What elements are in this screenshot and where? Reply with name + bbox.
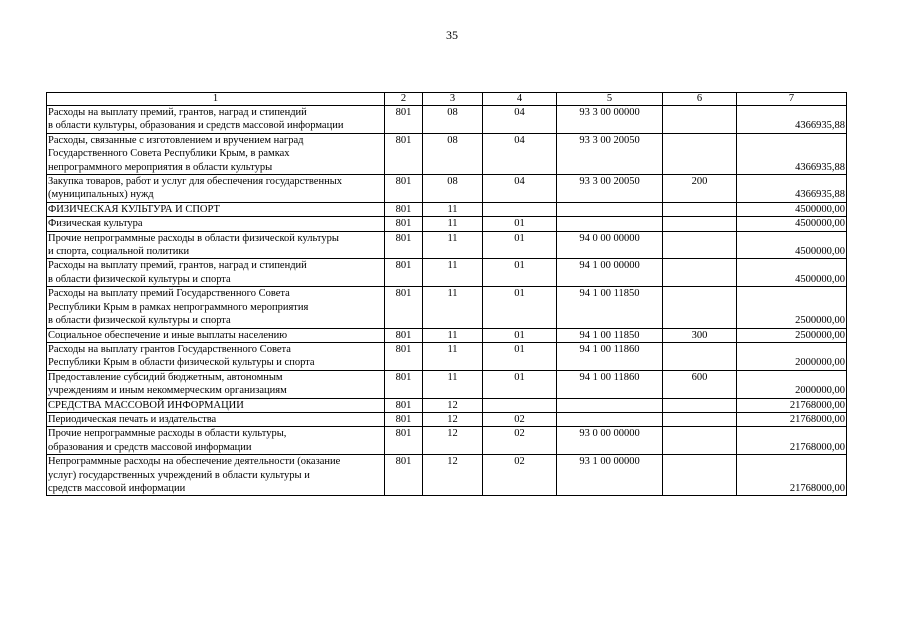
cell-name: Периодическая печать и издательства: [47, 412, 385, 426]
cell-name: Расходы на выплату премий, грантов, наград и стипендий в области культуры, образования и средств массовой информации: [47, 106, 385, 134]
table-row: [47, 342, 847, 370]
cell-subsection: 01: [483, 231, 557, 259]
cell-expense-type: 200: [663, 175, 737, 203]
table-row: [47, 231, 847, 259]
cell-amount: 4366935,88: [737, 133, 847, 174]
table-row: [47, 217, 847, 231]
cell-expense-type: [663, 412, 737, 426]
table-row: [47, 202, 847, 216]
cell-expense-type: [663, 287, 737, 328]
cell-admin-code: 801: [385, 175, 423, 203]
table-row: [47, 412, 847, 426]
cell-section: 08: [423, 133, 483, 174]
header-cell-amount: 7: [737, 93, 847, 106]
cell-section: 12: [423, 412, 483, 426]
cell-amount: 4366935,88: [737, 175, 847, 203]
cell-section: 11: [423, 217, 483, 231]
cell-amount: 4500000,00: [737, 231, 847, 259]
cell-target-article: 93 3 00 20050: [557, 175, 663, 203]
cell-admin-code: 801: [385, 328, 423, 342]
cell-amount: 21768000,00: [737, 398, 847, 412]
cell-target-article: [557, 217, 663, 231]
cell-name: Расходы на выплату грантов Государственного Совета Республики Крым в области физической культуры и спорта: [47, 342, 385, 370]
header-row: [47, 93, 847, 106]
cell-target-article: 93 1 00 00000: [557, 455, 663, 496]
cell-target-article: 94 1 00 11850: [557, 328, 663, 342]
table-row: [47, 427, 847, 455]
cell-name: Предоставление субсидий бюджетным, автономным учреждениям и иным некоммерческим организациям: [47, 370, 385, 398]
cell-subsection: 04: [483, 106, 557, 134]
cell-expense-type: [663, 259, 737, 287]
cell-admin-code: 801: [385, 133, 423, 174]
cell-section: 08: [423, 175, 483, 203]
cell-expense-type: [663, 217, 737, 231]
cell-name: Прочие непрограммные расходы в области культуры, образования и средств массовой информации: [47, 427, 385, 455]
cell-admin-code: 801: [385, 342, 423, 370]
cell-subsection: [483, 202, 557, 216]
cell-target-article: 93 0 00 00000: [557, 427, 663, 455]
cell-target-article: 93 3 00 00000: [557, 106, 663, 134]
cell-admin-code: 801: [385, 231, 423, 259]
cell-target-article: [557, 412, 663, 426]
cell-amount: 4500000,00: [737, 259, 847, 287]
cell-admin-code: 801: [385, 217, 423, 231]
cell-admin-code: 801: [385, 398, 423, 412]
cell-name: Расходы, связанные с изготовлением и вручением наград Государственного Совета Республики Крым, в рамках непрограммного мероприятия в области культуры: [47, 133, 385, 174]
cell-expense-type: [663, 133, 737, 174]
cell-section: 12: [423, 455, 483, 496]
cell-subsection: 01: [483, 328, 557, 342]
cell-name: Непрограммные расходы на обеспечение деятельности (оказание услуг) государственных учреждений в области культуры и средств массовой информации: [47, 455, 385, 496]
cell-admin-code: 801: [385, 287, 423, 328]
cell-target-article: 94 1 00 11860: [557, 342, 663, 370]
cell-section: 11: [423, 328, 483, 342]
cell-section: 11: [423, 231, 483, 259]
table-body: [47, 106, 847, 496]
cell-name: Прочие непрограммные расходы в области физической культуры и спорта, социальной политики: [47, 231, 385, 259]
table-row: [47, 175, 847, 203]
header-cell-section: 3: [423, 93, 483, 106]
cell-amount: 21768000,00: [737, 455, 847, 496]
header-cell-expense-type: 6: [663, 93, 737, 106]
cell-section: 12: [423, 427, 483, 455]
cell-amount: 2000000,00: [737, 370, 847, 398]
table-row: [47, 287, 847, 328]
cell-amount: 21768000,00: [737, 412, 847, 426]
cell-admin-code: 801: [385, 412, 423, 426]
page-number: 35: [446, 28, 458, 42]
budget-table: [46, 92, 847, 496]
cell-subsection: 02: [483, 427, 557, 455]
header-cell-subsection: 4: [483, 93, 557, 106]
cell-target-article: 93 3 00 20050: [557, 133, 663, 174]
cell-amount: 2500000,00: [737, 328, 847, 342]
cell-section: 11: [423, 370, 483, 398]
cell-expense-type: 600: [663, 370, 737, 398]
cell-name: Физическая культура: [47, 217, 385, 231]
table-row: [47, 106, 847, 134]
cell-amount: 4500000,00: [737, 202, 847, 216]
cell-name: Расходы на выплату премий Государственного Совета Республики Крым в рамках непрограммного мероприятия в области физической культуры и спорта: [47, 287, 385, 328]
cell-name: Социальное обеспечение и иные выплаты населению: [47, 328, 385, 342]
cell-subsection: [483, 398, 557, 412]
cell-expense-type: [663, 106, 737, 134]
cell-admin-code: 801: [385, 202, 423, 216]
cell-subsection: 01: [483, 342, 557, 370]
header-cell-admin: 2: [385, 93, 423, 106]
cell-expense-type: [663, 342, 737, 370]
cell-target-article: 94 1 00 00000: [557, 259, 663, 287]
cell-subsection: 04: [483, 175, 557, 203]
cell-section: 11: [423, 287, 483, 328]
cell-name: ФИЗИЧЕСКАЯ КУЛЬТУРА И СПОРТ: [47, 202, 385, 216]
cell-name: Закупка товаров, работ и услуг для обеспечения государственных (муниципальных) нужд: [47, 175, 385, 203]
table-row: [47, 133, 847, 174]
cell-target-article: [557, 398, 663, 412]
cell-section: 12: [423, 398, 483, 412]
table-row: [47, 370, 847, 398]
header-cell-name: 1: [47, 93, 385, 106]
cell-target-article: 94 0 00 00000: [557, 231, 663, 259]
cell-admin-code: 801: [385, 427, 423, 455]
cell-target-article: 94 1 00 11850: [557, 287, 663, 328]
cell-target-article: 94 1 00 11860: [557, 370, 663, 398]
cell-admin-code: 801: [385, 259, 423, 287]
cell-target-article: [557, 202, 663, 216]
cell-subsection: 02: [483, 412, 557, 426]
cell-section: 11: [423, 342, 483, 370]
cell-subsection: 01: [483, 217, 557, 231]
cell-amount: 2000000,00: [737, 342, 847, 370]
cell-section: 11: [423, 202, 483, 216]
cell-admin-code: 801: [385, 370, 423, 398]
cell-expense-type: [663, 455, 737, 496]
cell-subsection: 01: [483, 287, 557, 328]
cell-section: 11: [423, 259, 483, 287]
cell-amount: 21768000,00: [737, 427, 847, 455]
table-row: [47, 259, 847, 287]
cell-admin-code: 801: [385, 455, 423, 496]
cell-amount: 4500000,00: [737, 217, 847, 231]
header-cell-target-article: 5: [557, 93, 663, 106]
cell-expense-type: [663, 398, 737, 412]
table-row: [47, 455, 847, 496]
cell-section: 08: [423, 106, 483, 134]
cell-subsection: 01: [483, 370, 557, 398]
cell-expense-type: [663, 427, 737, 455]
cell-expense-type: [663, 202, 737, 216]
cell-amount: 4366935,88: [737, 106, 847, 134]
cell-subsection: 04: [483, 133, 557, 174]
table-row: [47, 328, 847, 342]
cell-amount: 2500000,00: [737, 287, 847, 328]
cell-name: СРЕДСТВА МАССОВОЙ ИНФОРМАЦИИ: [47, 398, 385, 412]
table-row: [47, 398, 847, 412]
cell-admin-code: 801: [385, 106, 423, 134]
cell-subsection: 02: [483, 455, 557, 496]
cell-expense-type: [663, 231, 737, 259]
cell-subsection: 01: [483, 259, 557, 287]
cell-expense-type: 300: [663, 328, 737, 342]
cell-name: Расходы на выплату премий, грантов, наград и стипендий в области физической культуры и спорта: [47, 259, 385, 287]
